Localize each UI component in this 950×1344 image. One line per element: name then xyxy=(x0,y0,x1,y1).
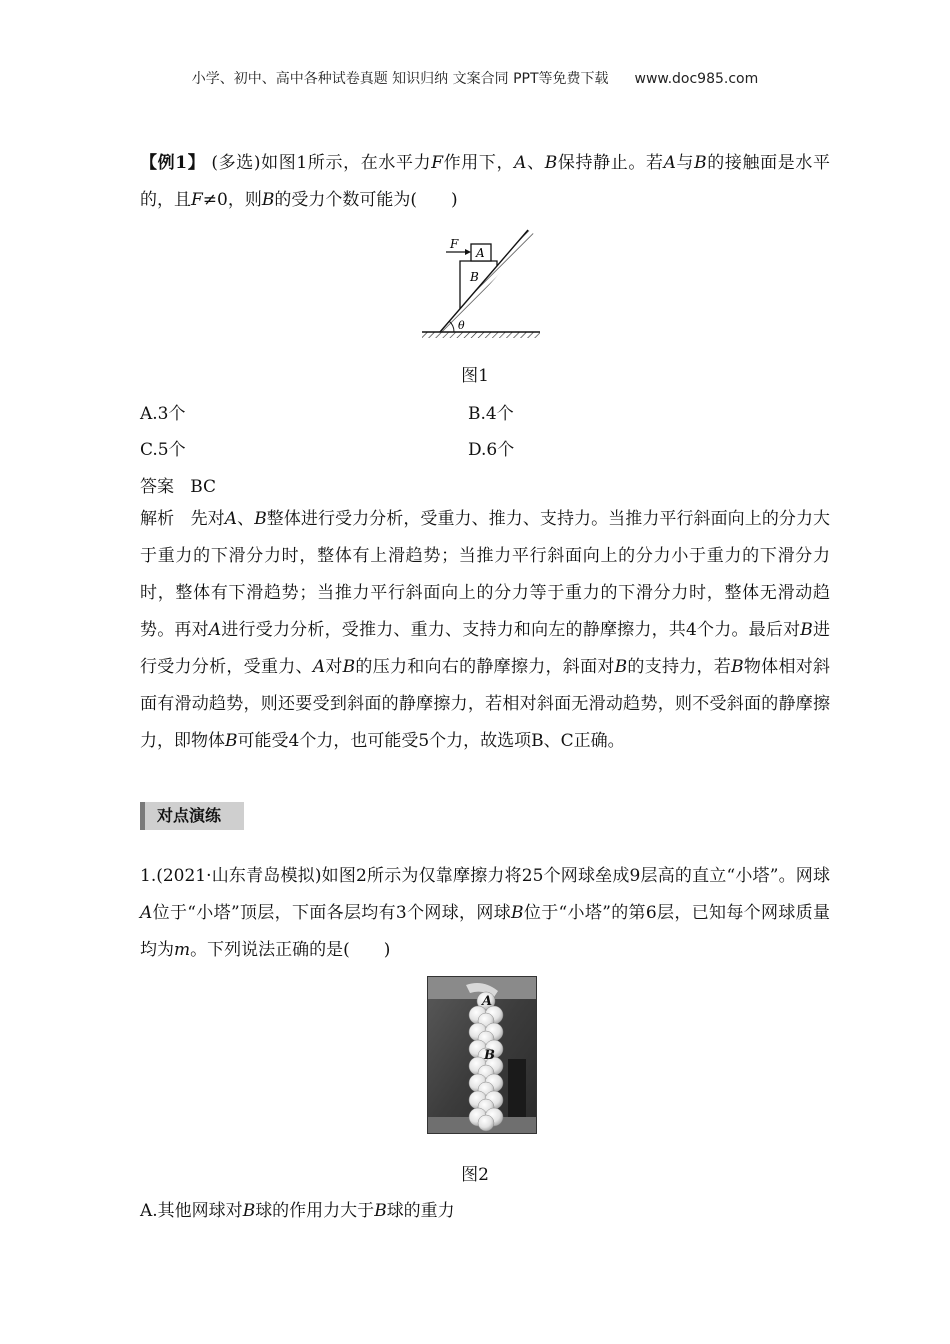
example-label: 【例1】 xyxy=(140,153,206,173)
option-b: B.4个 xyxy=(468,404,514,424)
option-d: D.6个 xyxy=(468,440,515,460)
fig1-label-f: F xyxy=(450,237,459,251)
figure-2-caption: 图2 xyxy=(461,1165,489,1185)
fig1-label-b: B xyxy=(470,270,479,284)
example-tag: (多选) xyxy=(211,153,261,173)
answer-label: 答案 xyxy=(140,477,174,497)
fig1-label-a: A xyxy=(476,246,485,260)
ground-hatch xyxy=(422,332,540,338)
example-question: 【例1】 (多选)如图1所示，在水平力F作用下，A、B保持静止。若A与B的接触面是水平的，且F≠0，则B的受力个数可能为( ) xyxy=(140,153,831,210)
page-header xyxy=(0,68,950,88)
header-site: www.doc985.com xyxy=(634,71,759,87)
figure-2-photo xyxy=(427,976,537,1134)
fig2-label-b: B xyxy=(484,1048,495,1063)
answer-value: BC xyxy=(190,477,217,497)
question-1: 1.(2021·山东青岛模拟)如图2所示为仅靠摩擦力将25个网球垒成9层高的直立“小塔”。网球A位于“小塔”顶层，下面各层均有3个网球，网球B位于“小塔”的第6层，已知每个网球质量均为m。下列说法正确的是( ) xyxy=(140,866,830,960)
fig1-label-theta: θ xyxy=(458,319,465,332)
option-a: A.3个 xyxy=(140,404,186,424)
header-text: 小学、初中、高中各种试卷真题 知识归纳 文案合同 PPT等免费下载 xyxy=(191,71,609,87)
section-title: 对点演练 xyxy=(140,802,244,830)
analysis-text: 解析 先对A、B整体进行受力分析，受重力、推力、支持力。当推力平行斜面向上的分力大于重力的下滑分力时，整体有上滑趋势；当推力平行斜面向上的分力小于重力的下滑分力时，整体有下滑趋势；当推力平行斜面向上的分力等于重力的下滑分力时，整体无滑动趋势。再对A进行受力分析，受推力、重力、支持力和向左的静摩擦力，共4个力。最后对B进行受力分析，受重力、A对B的压力和向右的静摩擦力，斜面对B的支持力，若B物体相对斜面有滑动趋势，则还要受到斜面的静摩擦力，若相对斜面无滑动趋势，则不受斜面的静摩擦力，即物体B可能受4个力，也可能受5个力，故选项B、C正确。 xyxy=(140,509,831,751)
q1-option-a: A.其他网球对B球的作用力大于B球的重力 xyxy=(140,1201,455,1221)
analysis-label: 解析 xyxy=(140,509,175,529)
figure-1-diagram xyxy=(420,226,540,346)
fig2-label-a: A xyxy=(482,994,493,1009)
answer-line xyxy=(140,472,216,497)
tennis-tower-image xyxy=(428,977,537,1134)
option-c: C.5个 xyxy=(140,440,186,460)
figure-1-caption: 图1 xyxy=(461,366,489,386)
force-arrowhead xyxy=(465,249,471,255)
